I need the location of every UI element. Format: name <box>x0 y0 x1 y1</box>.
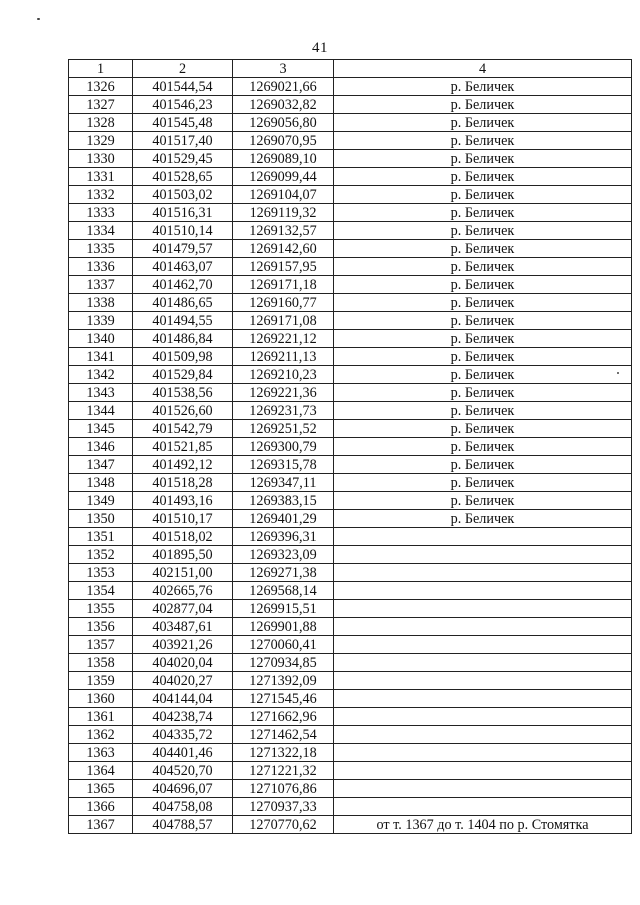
table-row <box>69 600 632 618</box>
x-coordinate-cell: 401510,17 <box>133 510 233 528</box>
point-number-cell: 1348 <box>69 474 133 492</box>
table-row <box>69 240 632 258</box>
table-row <box>69 312 632 330</box>
point-number-cell: 1346 <box>69 438 133 456</box>
table-row <box>69 330 632 348</box>
description-cell <box>334 762 632 780</box>
x-coordinate-cell: 401493,16 <box>133 492 233 510</box>
x-coordinate-cell: 401544,54 <box>133 78 233 96</box>
x-coordinate-cell: 402877,04 <box>133 600 233 618</box>
point-number-cell: 1347 <box>69 456 133 474</box>
y-coordinate-cell: 1270770,62 <box>233 816 334 834</box>
x-coordinate-cell: 401509,98 <box>133 348 233 366</box>
point-number-cell: 1338 <box>69 294 133 312</box>
x-coordinate-cell: 404696,07 <box>133 780 233 798</box>
point-number-cell: 1339 <box>69 312 133 330</box>
description-cell: р. Беличек <box>334 384 632 402</box>
description-cell: р. Беличек <box>334 438 632 456</box>
y-coordinate-cell: 1271392,09 <box>233 672 334 690</box>
table-row <box>69 168 632 186</box>
table-row <box>69 618 632 636</box>
point-number-cell: 1351 <box>69 528 133 546</box>
point-number-cell: 1355 <box>69 600 133 618</box>
y-coordinate-cell: 1269401,29 <box>233 510 334 528</box>
point-number-cell: 1357 <box>69 636 133 654</box>
x-coordinate-cell: 401542,79 <box>133 420 233 438</box>
point-number-cell: 1343 <box>69 384 133 402</box>
table-row <box>69 708 632 726</box>
coordinates-table <box>68 59 632 834</box>
x-coordinate-cell: 401463,07 <box>133 258 233 276</box>
y-coordinate-cell: 1269915,51 <box>233 600 334 618</box>
table-row <box>69 816 632 834</box>
description-cell <box>334 744 632 762</box>
y-coordinate-cell: 1269032,82 <box>233 96 334 114</box>
point-number-cell: 1328 <box>69 114 133 132</box>
x-coordinate-cell: 401479,57 <box>133 240 233 258</box>
description-cell: р. Беличек <box>334 456 632 474</box>
x-coordinate-cell: 404144,04 <box>133 690 233 708</box>
description-cell <box>334 528 632 546</box>
x-coordinate-cell: 404020,27 <box>133 672 233 690</box>
description-cell: р. Беличек <box>334 312 632 330</box>
table-row <box>69 672 632 690</box>
description-cell: р. Беличек <box>334 132 632 150</box>
x-coordinate-cell: 401516,31 <box>133 204 233 222</box>
y-coordinate-cell: 1270937,33 <box>233 798 334 816</box>
point-number-cell: 1350 <box>69 510 133 528</box>
point-number-cell: 1342 <box>69 366 133 384</box>
table-row <box>69 546 632 564</box>
table-row <box>69 690 632 708</box>
point-number-cell: 1336 <box>69 258 133 276</box>
description-cell <box>334 726 632 744</box>
point-number-cell: 1366 <box>69 798 133 816</box>
y-coordinate-cell: 1269568,14 <box>233 582 334 600</box>
x-coordinate-cell: 401486,84 <box>133 330 233 348</box>
y-coordinate-cell: 1269315,78 <box>233 456 334 474</box>
description-cell: р. Беличек <box>334 330 632 348</box>
point-number-cell: 1334 <box>69 222 133 240</box>
table-row <box>69 222 632 240</box>
description-cell: р. Беличек <box>334 240 632 258</box>
y-coordinate-cell: 1269171,18 <box>233 276 334 294</box>
table-row <box>69 474 632 492</box>
table-body <box>69 78 632 834</box>
description-cell: р. Беличек <box>334 204 632 222</box>
table-row <box>69 438 632 456</box>
point-number-cell: 1361 <box>69 708 133 726</box>
x-coordinate-cell: 401492,12 <box>133 456 233 474</box>
x-coordinate-cell: 402151,00 <box>133 564 233 582</box>
y-coordinate-cell: 1270060,41 <box>233 636 334 654</box>
y-coordinate-cell: 1269142,60 <box>233 240 334 258</box>
point-number-cell: 1354 <box>69 582 133 600</box>
y-coordinate-cell: 1271221,32 <box>233 762 334 780</box>
y-coordinate-cell: 1269021,66 <box>233 78 334 96</box>
table-row <box>69 456 632 474</box>
y-coordinate-cell: 1269157,95 <box>233 258 334 276</box>
y-coordinate-cell: 1269171,08 <box>233 312 334 330</box>
header-col-4: 4 <box>334 60 632 78</box>
x-coordinate-cell: 401546,23 <box>133 96 233 114</box>
description-cell <box>334 690 632 708</box>
point-number-cell: 1344 <box>69 402 133 420</box>
table-row <box>69 420 632 438</box>
y-coordinate-cell: 1269323,09 <box>233 546 334 564</box>
y-coordinate-cell: 1269070,95 <box>233 132 334 150</box>
table-row <box>69 114 632 132</box>
description-cell <box>334 672 632 690</box>
x-coordinate-cell: 404401,46 <box>133 744 233 762</box>
point-number-cell: 1327 <box>69 96 133 114</box>
x-coordinate-cell: 401521,85 <box>133 438 233 456</box>
x-coordinate-cell: 402665,76 <box>133 582 233 600</box>
point-number-cell: 1335 <box>69 240 133 258</box>
table-row <box>69 294 632 312</box>
x-coordinate-cell: 404020,04 <box>133 654 233 672</box>
table-row <box>69 204 632 222</box>
y-coordinate-cell: 1269210,23 <box>233 366 334 384</box>
x-coordinate-cell: 401545,48 <box>133 114 233 132</box>
description-cell: р. Беличек <box>334 474 632 492</box>
x-coordinate-cell: 404788,57 <box>133 816 233 834</box>
table-row <box>69 132 632 150</box>
point-number-cell: 1359 <box>69 672 133 690</box>
x-coordinate-cell: 401503,02 <box>133 186 233 204</box>
description-cell <box>334 600 632 618</box>
header-row <box>69 60 632 78</box>
y-coordinate-cell: 1269347,11 <box>233 474 334 492</box>
x-coordinate-cell: 401526,60 <box>133 402 233 420</box>
table-row <box>69 780 632 798</box>
point-number-cell: 1362 <box>69 726 133 744</box>
table-row <box>69 276 632 294</box>
table-row <box>69 798 632 816</box>
description-cell: р. Беличек <box>334 294 632 312</box>
description-cell <box>334 546 632 564</box>
x-coordinate-cell: 401486,65 <box>133 294 233 312</box>
table-row <box>69 150 632 168</box>
x-coordinate-cell: 404758,08 <box>133 798 233 816</box>
description-cell <box>334 582 632 600</box>
y-coordinate-cell: 1269099,44 <box>233 168 334 186</box>
point-number-cell: 1330 <box>69 150 133 168</box>
x-coordinate-cell: 401510,14 <box>133 222 233 240</box>
table-row <box>69 402 632 420</box>
point-number-cell: 1345 <box>69 420 133 438</box>
y-coordinate-cell: 1269396,31 <box>233 528 334 546</box>
table-row <box>69 636 632 654</box>
point-number-cell: 1349 <box>69 492 133 510</box>
description-cell: р. Беличек <box>334 96 632 114</box>
y-coordinate-cell: 1269056,80 <box>233 114 334 132</box>
description-cell: р. Беличек <box>334 150 632 168</box>
y-coordinate-cell: 1269271,38 <box>233 564 334 582</box>
x-coordinate-cell: 404335,72 <box>133 726 233 744</box>
x-coordinate-cell: 401529,45 <box>133 150 233 168</box>
table-row <box>69 654 632 672</box>
description-cell: р. Беличек <box>334 114 632 132</box>
table-row <box>69 96 632 114</box>
y-coordinate-cell: 1271462,54 <box>233 726 334 744</box>
point-number-cell: 1356 <box>69 618 133 636</box>
description-cell: р. Беличек <box>334 510 632 528</box>
x-coordinate-cell: 403487,61 <box>133 618 233 636</box>
description-cell <box>334 564 632 582</box>
point-number-cell: 1365 <box>69 780 133 798</box>
description-cell <box>334 618 632 636</box>
y-coordinate-cell: 1269901,88 <box>233 618 334 636</box>
y-coordinate-cell: 1269104,07 <box>233 186 334 204</box>
point-number-cell: 1332 <box>69 186 133 204</box>
point-number-cell: 1340 <box>69 330 133 348</box>
table-row <box>69 348 632 366</box>
y-coordinate-cell: 1269383,15 <box>233 492 334 510</box>
x-coordinate-cell: 403921,26 <box>133 636 233 654</box>
table-row <box>69 762 632 780</box>
point-number-cell: 1341 <box>69 348 133 366</box>
description-cell <box>334 654 632 672</box>
y-coordinate-cell: 1269221,36 <box>233 384 334 402</box>
table-row <box>69 366 632 384</box>
description-cell: р. Беличек <box>334 492 632 510</box>
y-coordinate-cell: 1269221,12 <box>233 330 334 348</box>
description-cell <box>334 780 632 798</box>
table-row <box>69 78 632 96</box>
description-cell <box>334 636 632 654</box>
description-cell <box>334 798 632 816</box>
point-number-cell: 1353 <box>69 564 133 582</box>
table-row <box>69 258 632 276</box>
header-col-2: 2 <box>133 60 233 78</box>
y-coordinate-cell: 1271076,86 <box>233 780 334 798</box>
x-coordinate-cell: 401462,70 <box>133 276 233 294</box>
x-coordinate-cell: 401518,02 <box>133 528 233 546</box>
x-coordinate-cell: 401518,28 <box>133 474 233 492</box>
y-coordinate-cell: 1269119,32 <box>233 204 334 222</box>
table-row <box>69 528 632 546</box>
point-number-cell: 1363 <box>69 744 133 762</box>
table-header <box>69 60 632 78</box>
y-coordinate-cell: 1269089,10 <box>233 150 334 168</box>
point-number-cell: 1326 <box>69 78 133 96</box>
y-coordinate-cell: 1269160,77 <box>233 294 334 312</box>
description-cell: р. Беличек <box>334 366 632 384</box>
table-row <box>69 582 632 600</box>
x-coordinate-cell: 401517,40 <box>133 132 233 150</box>
point-number-cell: 1329 <box>69 132 133 150</box>
point-number-cell: 1333 <box>69 204 133 222</box>
point-number-cell: 1331 <box>69 168 133 186</box>
table-row <box>69 384 632 402</box>
table-row <box>69 564 632 582</box>
x-coordinate-cell: 404238,74 <box>133 708 233 726</box>
description-cell: р. Беличек <box>334 276 632 294</box>
description-cell: р. Беличек <box>334 168 632 186</box>
point-number-cell: 1352 <box>69 546 133 564</box>
table-row <box>69 492 632 510</box>
header-col-1: 1 <box>69 60 133 78</box>
y-coordinate-cell: 1269132,57 <box>233 222 334 240</box>
x-coordinate-cell: 401538,56 <box>133 384 233 402</box>
table-row <box>69 744 632 762</box>
y-coordinate-cell: 1271662,96 <box>233 708 334 726</box>
x-coordinate-cell: 401528,65 <box>133 168 233 186</box>
description-cell: р. Беличек <box>334 78 632 96</box>
description-cell: от т. 1367 до т. 1404 по р. Стомятка <box>334 816 632 834</box>
point-number-cell: 1337 <box>69 276 133 294</box>
x-coordinate-cell: 404520,70 <box>133 762 233 780</box>
header-col-3: 3 <box>233 60 334 78</box>
point-number-cell: 1360 <box>69 690 133 708</box>
y-coordinate-cell: 1269251,52 <box>233 420 334 438</box>
y-coordinate-cell: 1269231,73 <box>233 402 334 420</box>
table-row <box>69 510 632 528</box>
description-cell: р. Беличек <box>334 186 632 204</box>
point-number-cell: 1358 <box>69 654 133 672</box>
y-coordinate-cell: 1270934,85 <box>233 654 334 672</box>
table-row <box>69 186 632 204</box>
description-cell: р. Беличек <box>334 222 632 240</box>
point-number-cell: 1367 <box>69 816 133 834</box>
scan-speck <box>37 18 40 20</box>
point-number-cell: 1364 <box>69 762 133 780</box>
description-cell: р. Беличек <box>334 402 632 420</box>
y-coordinate-cell: 1269211,13 <box>233 348 334 366</box>
table-row <box>69 726 632 744</box>
x-coordinate-cell: 401529,84 <box>133 366 233 384</box>
description-cell <box>334 708 632 726</box>
description-cell: р. Беличек <box>334 258 632 276</box>
y-coordinate-cell: 1269300,79 <box>233 438 334 456</box>
y-coordinate-cell: 1271322,18 <box>233 744 334 762</box>
description-cell: р. Беличек <box>334 348 632 366</box>
page-number: 41 <box>312 40 328 56</box>
y-coordinate-cell: 1271545,46 <box>233 690 334 708</box>
description-cell: р. Беличек <box>334 420 632 438</box>
x-coordinate-cell: 401494,55 <box>133 312 233 330</box>
x-coordinate-cell: 401895,50 <box>133 546 233 564</box>
